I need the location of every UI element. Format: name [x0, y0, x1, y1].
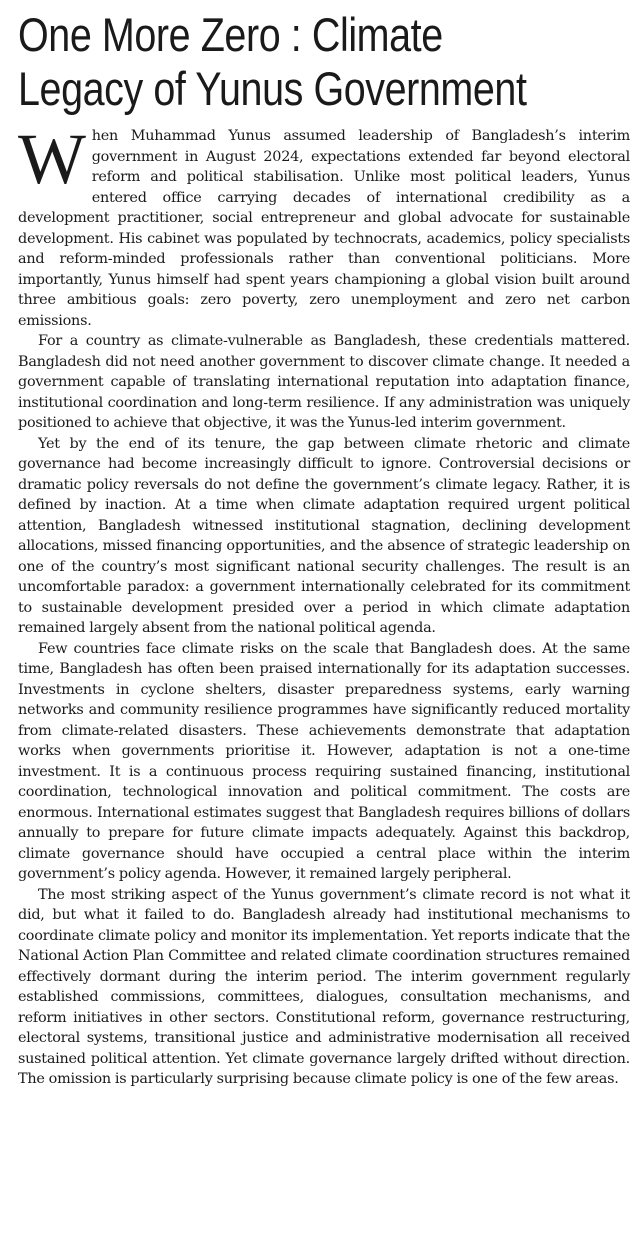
article	[18, 8, 630, 1090]
headline-line-1: One More Zero : Climate	[18, 8, 443, 61]
article-body	[18, 119, 630, 1090]
paragraph-5: The most striking aspect of the Yunus government’s climate record is not what it did, but what it failed to do. Bangladesh already had institutional mechanisms to coordinate climate policy and monitor its implementation. Yet reports indicate that the National Action Plan Committee and related climate coordination structures remained effectively dormant during the interim period. The interim government regularly established commissions, committees, dialogues, consultation mechanisms, and reform initiatives in other sectors. Constitutional reform, governance restructuring, electoral systems, transitional justice and administrative modernisation all received sustained political attention. Yet climate governance largely drifted without direction. The omission is particularly surprising because climate policy is one of the few areas.	[18, 886, 630, 1087]
drop-cap: W	[18, 119, 86, 199]
paragraph-4: Few countries face climate risks on the scale that Bangladesh does. At the same time, Bangladesh has often been praised internationally for its adaptation successes. Investments in cyclone shelters, disaster preparedness systems, early warning networks and community resilience programmes have significantly reduced mortality from climate-related disasters. These achievements demonstrate that adaptation works when governments prioritise it. However, adaptation is not a one-time investment. It is a continuous process requiring sustained financing, institutional coordination, technological innovation and political commitment. The costs are enormous. International estimates suggest that Bangladesh requires billions of dollars annually to prepare for future climate impacts adequately. Against this backdrop, climate governance should have occupied a central place within the interim government’s policy agenda. However, it remained largely peripheral.	[18, 640, 630, 882]
headline-line-2: Legacy of Yunus Government	[18, 62, 527, 115]
headline	[18, 8, 631, 116]
paragraph-1	[18, 119, 630, 331]
paragraph-2: For a country as climate-vulnerable as Bangladesh, these credentials mattered. Bangladesh did not need another government to discover climate change. It needed a government capable of translating international reputation into adaptation finance, institutional coordination and long-term resilience. If any administration was uniquely positioned to achieve that objective, it was the Yunus-led interim government.	[18, 333, 630, 431]
paragraph-1-text: hen Muhammad Yunus assumed leadership of Bangladesh’s interim government in August 2024, expectations extended far beyond electoral reform and political stabilisation. Unlike most political leaders, Yunus entered office carrying decades of international credibility as a development practitioner, social entrepreneur and global advocate for sustainable development. His cabinet was populated by technocrats, academics, policy specialists and reform-minded professionals rather than conventional politicians. More importantly, Yunus himself had spent years championing a global vision built around three ambitious goals: zero poverty, zero unemployment and zero net carbon emissions.	[18, 128, 630, 329]
paragraph-3: Yet by the end of its tenure, the gap between climate rhetoric and climate governance had become increasingly difficult to ignore. Controversial decisions or dramatic policy reversals do not define the government’s climate legacy. Rather, it is defined by inaction. At a time when climate adaptation required urgent political attention, Bangladesh witnessed institutional stagnation, declining development allocations, missed financing opportunities, and the absence of strategic leadership on one of the country’s most significant national security challenges. The result is an uncomfortable paradox: a government internationally celebrated for its commitment to sustainable development presided over a period in which climate adaptation remained largely absent from the national political agenda.	[18, 435, 630, 636]
